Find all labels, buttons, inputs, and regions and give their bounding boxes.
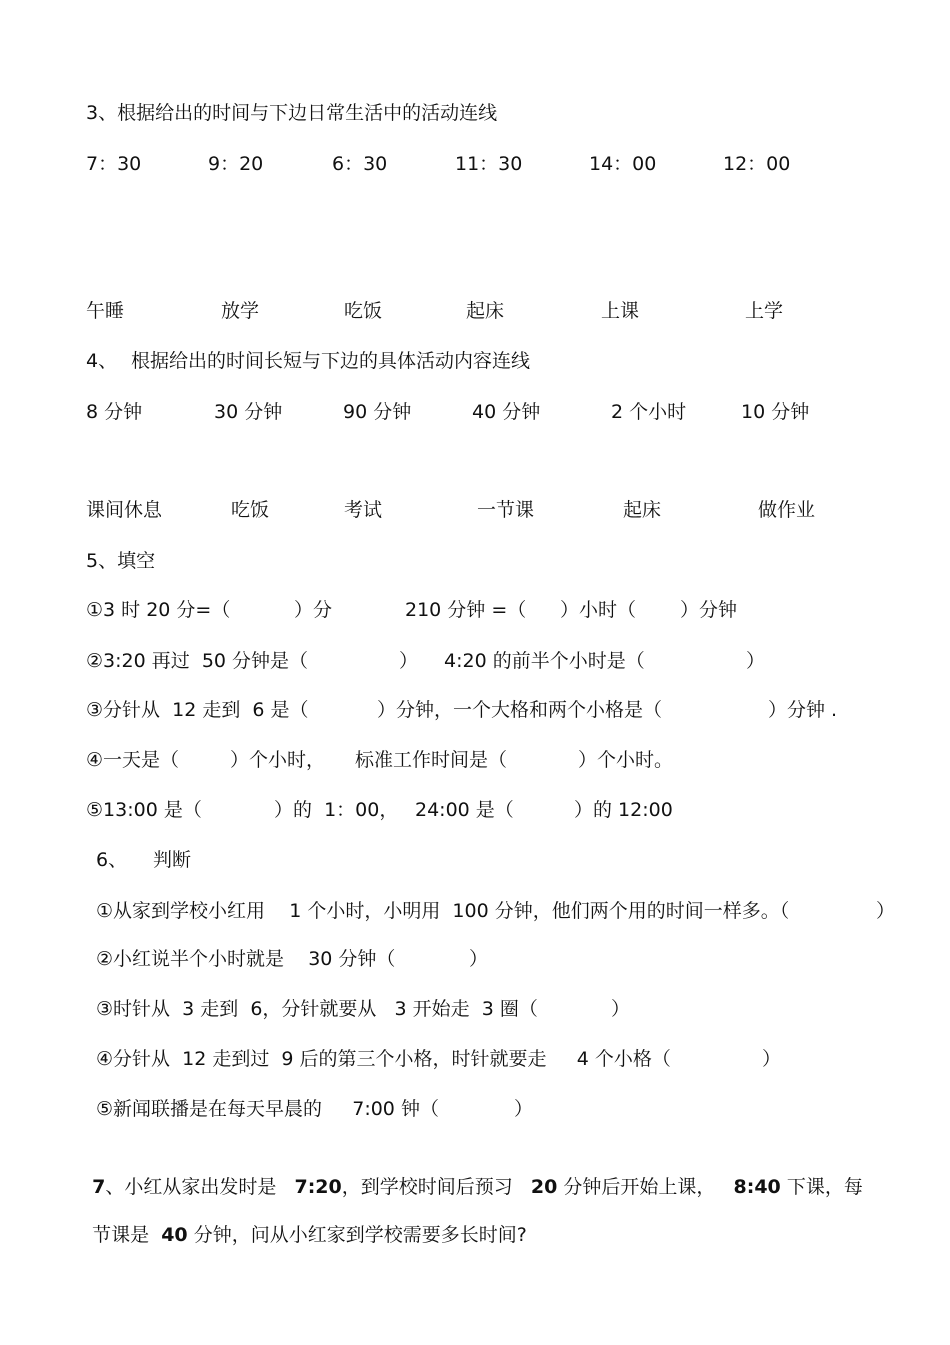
q4-title: 根据给出的时间长短与下边的具体活动内容连线	[131, 350, 531, 372]
q3-activity-2: 放学	[221, 300, 260, 322]
q5-item-3b: ）分钟，一个大格和两个小格是（	[377, 699, 663, 721]
q5-item-2c: 4:20 的前半个小时是（	[444, 650, 645, 672]
q6-item-4-close: ）	[762, 1048, 782, 1070]
q3-activity-3: 吃饭	[344, 300, 383, 322]
q6-item-1-close: ）	[876, 900, 896, 922]
q7-time-end: 8:40	[733, 1176, 781, 1198]
q3-time-2: 9：20	[208, 153, 264, 175]
q5-item-1e: ）分钟	[680, 599, 738, 621]
q4-duration-1: 8 分钟	[86, 401, 143, 423]
q5-title: 5、填空	[86, 550, 156, 572]
q5-item-1a: ①3 时 20 分=（	[86, 599, 231, 621]
q5-item-2b: ）	[399, 650, 419, 672]
q7-time-depart: 7:20	[294, 1176, 342, 1198]
q4-activity-1: 课间休息	[86, 499, 163, 521]
q7-text-4: 下课，每	[786, 1176, 863, 1198]
q5-item-4b: ）个小时，	[230, 749, 326, 771]
q5-item-2d: ）	[746, 650, 766, 672]
q4-activity-2: 吃饭	[231, 499, 270, 521]
q3-activity-4: 起床	[466, 300, 505, 322]
q3-activity-5: 上课	[601, 300, 640, 322]
q7-text-6: 分钟，问从小红家到学校需要多长时间?	[193, 1224, 527, 1246]
q5-item-3a: ③分针从 12 走到 6 是（	[86, 699, 309, 721]
q4-activity-6: 做作业	[758, 499, 816, 521]
q6-item-1: ①从家到学校小红用 1 个小时，小明用 100 分钟，他们两个用的时间一样多。（	[96, 900, 790, 922]
q6-item-4: ④分针从 12 走到过 9 后的第三个小格，时针就要走 4 个小格（	[96, 1048, 671, 1070]
q6-item-2: ②小红说半个小时就是 30 分钟（	[96, 948, 396, 970]
q3-time-1: 7：30	[86, 153, 142, 175]
q4-number: 4、	[86, 350, 118, 372]
q4-duration-3: 90 分钟	[343, 401, 412, 423]
q5-item-5c: 24:00 是（	[415, 799, 514, 821]
q5-item-1c: 210 分钟 =（	[405, 599, 527, 621]
q5-item-5a: ⑤13:00 是（	[86, 799, 202, 821]
q5-item-5b: ）的 1：00，	[274, 799, 399, 821]
q5-item-3c: ）分钟 .	[768, 699, 838, 721]
q5-item-2a: ②3:20 再过 50 分钟是（	[86, 650, 309, 672]
q6-item-3: ③时针从 3 走到 6，分针就要从 3 开始走 3 圈（	[96, 998, 538, 1020]
q4-activity-5: 起床	[623, 499, 662, 521]
q7-number: 7	[92, 1176, 106, 1198]
q7-text-3: 分钟后开始上课，	[563, 1176, 716, 1198]
q7-line-2	[80, 1196, 527, 1248]
q6-title: 判断	[153, 849, 192, 871]
q4-activity-4: 一节课	[477, 499, 535, 521]
q4-duration-4: 40 分钟	[472, 401, 541, 423]
q7-preview-minutes: 20	[530, 1176, 558, 1198]
q3-activity-1: 午睡	[86, 300, 125, 322]
q3-title: 3、根据给出的时间与下边日常生活中的活动连线	[86, 102, 498, 124]
q6-item-5: ⑤新闻联播是在每天早晨的 7:00 钟（	[96, 1098, 439, 1120]
q6-item-2-close: ）	[469, 948, 489, 970]
q4-duration-2: 30 分钟	[214, 401, 283, 423]
q3-time-5: 14：00	[589, 153, 657, 175]
q5-item-1b: ）分	[294, 599, 333, 621]
q3-time-6: 12：00	[723, 153, 791, 175]
q5-item-4c: 标准工作时间是（	[355, 749, 508, 771]
q7-text-1: 、小红从家出发时是	[105, 1176, 277, 1198]
q7-class-minutes: 40	[161, 1224, 188, 1246]
q7-text-2: ，到学校时间后预习	[341, 1176, 513, 1198]
q7-text-5: 节课是	[92, 1224, 150, 1246]
q4-duration-5: 2 个小时	[611, 401, 687, 423]
q6-item-5-close: ）	[514, 1098, 534, 1120]
q3-time-4: 11：30	[455, 153, 523, 175]
q4-activity-3: 考试	[344, 499, 383, 521]
q3-activity-6: 上学	[745, 300, 784, 322]
q7-line-1	[80, 1148, 863, 1200]
q4-duration-6: 10 分钟	[741, 401, 810, 423]
q5-item-5d: ）的 12:00	[574, 799, 673, 821]
q6-item-3-close: ）	[611, 998, 631, 1020]
q3-time-3: 6：30	[332, 153, 388, 175]
q6-number: 6、	[96, 849, 128, 871]
q5-item-4a: ④一天是（	[86, 749, 180, 771]
q5-item-4d: ）个小时。	[578, 749, 674, 771]
q5-item-1d: ）小时（	[560, 599, 637, 621]
